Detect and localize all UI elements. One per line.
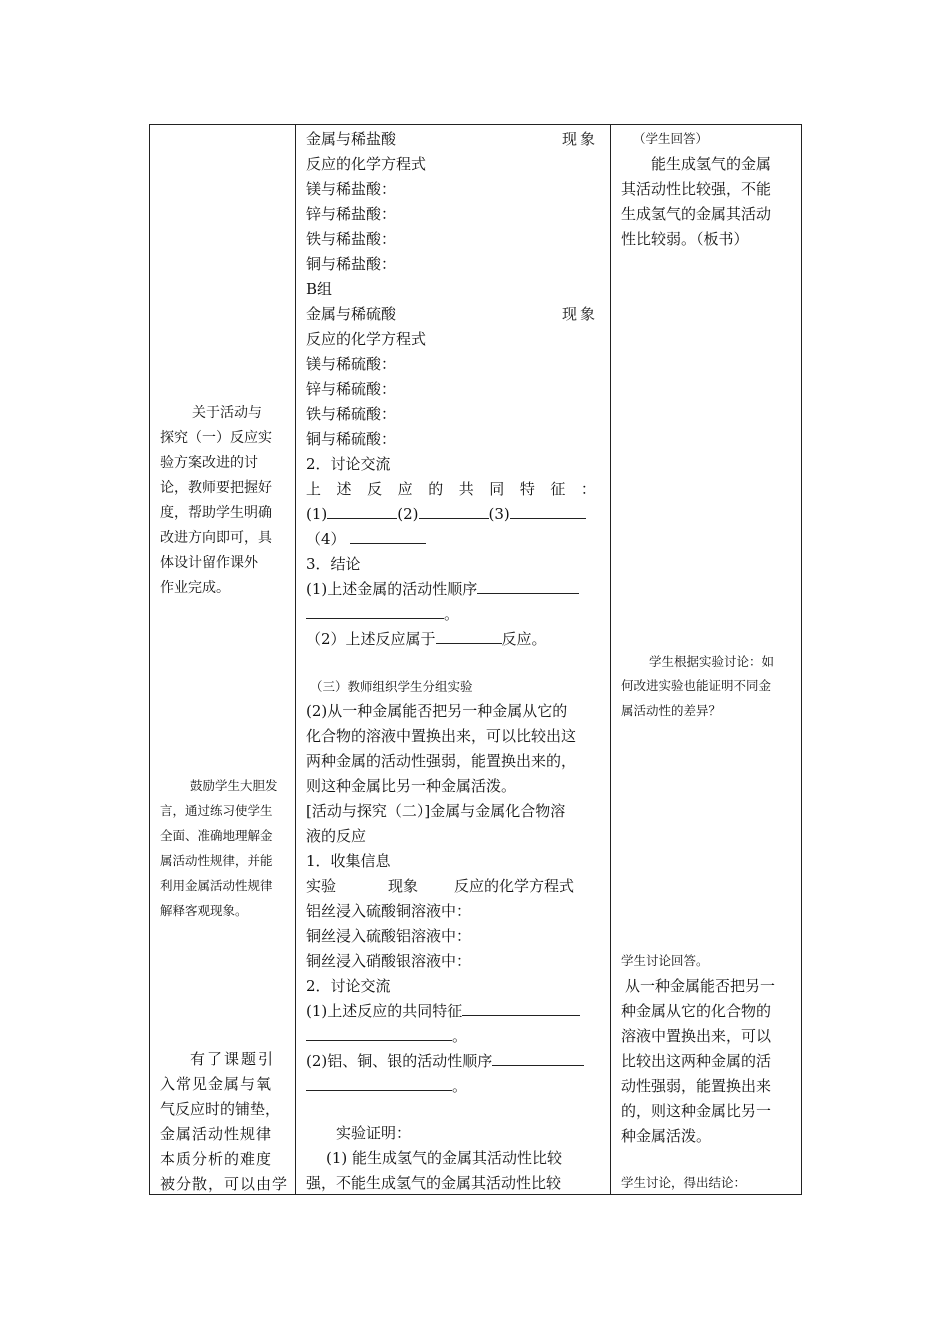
activity-title: 液的反应 [306,827,367,845]
note-line: 作业完成。 [160,580,230,596]
answer-blank[interactable] [419,504,489,519]
exp-row: 铜丝浸入硝酸银溶液中： [306,952,472,970]
exp-header: 实验 [306,877,337,895]
board-line: 其活动性比较强，不能 [621,180,772,198]
discuss-line: (2)铝、铜、银的活动性顺序 [306,1051,584,1071]
board-line: 能生成氢气的金属 [651,155,772,173]
para-line: (2)从一种金属能否把另一种金属从它的 [306,702,568,720]
blank-row: (1) (2) (3) [306,504,586,524]
answer-blank[interactable] [306,1026,452,1041]
answer-line: 种金属从它的化合物的 [621,1002,772,1020]
exp-row: 铝丝浸入硫酸铜溶液中： [306,902,472,920]
answer-blank[interactable] [350,529,426,544]
reaction-row: 铜与稀盐酸： [306,255,397,273]
note-line: 验方案改进的讨 [160,455,258,471]
reaction-row: 镁与稀盐酸： [306,180,397,198]
note-line: 探究（一）反应实 [160,430,272,446]
section-title: 1．收集信息 [306,852,391,870]
answer-tag: （学生回答） [633,131,709,146]
answer-line: 比较出这两种金属的活 [621,1052,772,1070]
common-feature-heading: 上 述 反 应 的 共 同 特 征 ： [306,480,596,498]
answer-line: 动性强弱，能置换出来 [621,1077,772,1095]
answer-blank[interactable] [462,1001,580,1016]
table-header-left: 金属与稀硫酸 [306,305,397,323]
note-line: 论，教师要把握好 [160,480,272,496]
para-line: 则这种金属比另一种金属活泼。 [306,777,517,795]
table-header-right: 现象 [562,305,599,323]
answer-tag: 学生讨论回答。 [621,953,709,968]
final-line: 学生讨论，得出结论： [621,1175,747,1190]
note-line: 入常见金属与氧 [160,1075,273,1093]
table-header-right: 现象 [562,130,599,148]
answer-blank[interactable] [510,504,586,519]
para-line: 两种金属的活动性强弱，能置换出来的， [306,752,577,770]
note-line: 度，帮助学生明确 [160,505,272,521]
note-line: 本质分析的难度 [160,1150,273,1168]
discuss-line: (1)上述反应的共同特征 [306,1001,580,1021]
para-line: 化合物的溶液中置换出来，可以比较出这 [306,727,577,745]
reaction-row: 镁与稀硫酸： [306,355,397,373]
note-line: 属活动性规律，并能 [160,853,273,868]
conclusion-line: (1)上述金属的活动性顺序 [306,579,579,599]
blank-row: （4） [306,529,426,549]
reaction-row: 铁与稀盐酸： [306,230,397,248]
conclusion-line: （2）上述反应属于 反应。 [306,630,547,648]
note-line: 有了课题引 [190,1050,276,1068]
exp-header: 现象 [388,877,419,895]
answer-blank[interactable] [327,504,397,519]
board-line: 生成氢气的金属其活动 [621,205,772,223]
note-line: 利用金属活动性规律 [160,878,273,893]
answer-blank[interactable] [492,1051,584,1066]
content-column [296,125,610,1194]
note-line: 体设计留作课外 [160,555,258,571]
answer-line: 溶液中置换出来，可以 [621,1027,772,1045]
activity-title: [活动与探究（二）]金属与金属化合物溶 [306,802,566,820]
group-label: B组 [306,280,333,298]
note-line: 解释客观现象。 [160,903,248,918]
answer-blank[interactable] [436,629,502,644]
answer-blank[interactable] [306,604,444,619]
note-line: 改进方向即可，具 [160,530,272,546]
section-title: 2．讨论交流 [306,455,391,473]
exp-header: 反应的化学方程式 [454,877,575,895]
section-title: 3．结论 [306,555,361,573]
reaction-row: 锌与稀盐酸： [306,205,397,223]
note-line: 被分散，可以由学 [160,1175,289,1193]
answer-blank[interactable] [477,579,579,594]
table-header-sub: 反应的化学方程式 [306,330,427,348]
lesson-plan-table [149,124,802,1195]
answer-line: 的，则这种金属比另一 [621,1102,772,1120]
proof-line: 强，不能生成氢气的金属其活动性比较 [306,1174,562,1192]
proof-line: (1) 能生成氢气的金属其活动性比较 [326,1149,563,1167]
discuss-line: 。 [306,1026,467,1046]
note-line: 气反应时的铺垫， [160,1100,281,1118]
section-title: （三）教师组织学生分组实验 [310,679,473,694]
reaction-row: 锌与稀硫酸： [306,380,397,398]
table-header-sub: 反应的化学方程式 [306,155,427,173]
answer-blank[interactable] [306,1076,452,1091]
conclusion-line: 。 [306,604,459,624]
reaction-row: 铜与稀硫酸： [306,430,397,448]
question-line: 属活动性的差异？ [621,703,722,718]
answer-line: 从一种金属能否把另一 [625,977,776,995]
note-line: 全面、准确地理解金 [160,828,273,843]
answer-line: 种金属活泼。 [621,1127,712,1145]
note-line: 关于活动与 [192,405,262,421]
exp-row: 铜丝浸入硫酸铝溶液中： [306,927,472,945]
question-line: 学生根据实验讨论：如 [649,654,775,669]
section-title: 2．讨论交流 [306,977,391,995]
notes-column [150,125,295,1194]
note-line: 鼓励学生大胆发 [190,778,278,793]
student-column [611,125,802,1194]
reaction-row: 铁与稀硫酸： [306,405,397,423]
note-line: 言，通过练习使学生 [160,803,273,818]
discuss-line: 。 [306,1076,467,1096]
board-line: 性比较弱。（板书） [621,230,749,248]
note-line: 金属活动性规律 [160,1125,273,1143]
proof-title: 实验证明： [336,1124,412,1142]
question-line: 何改进实验也能证明不同金 [621,678,772,693]
table-header-left: 金属与稀盐酸 [306,130,397,148]
